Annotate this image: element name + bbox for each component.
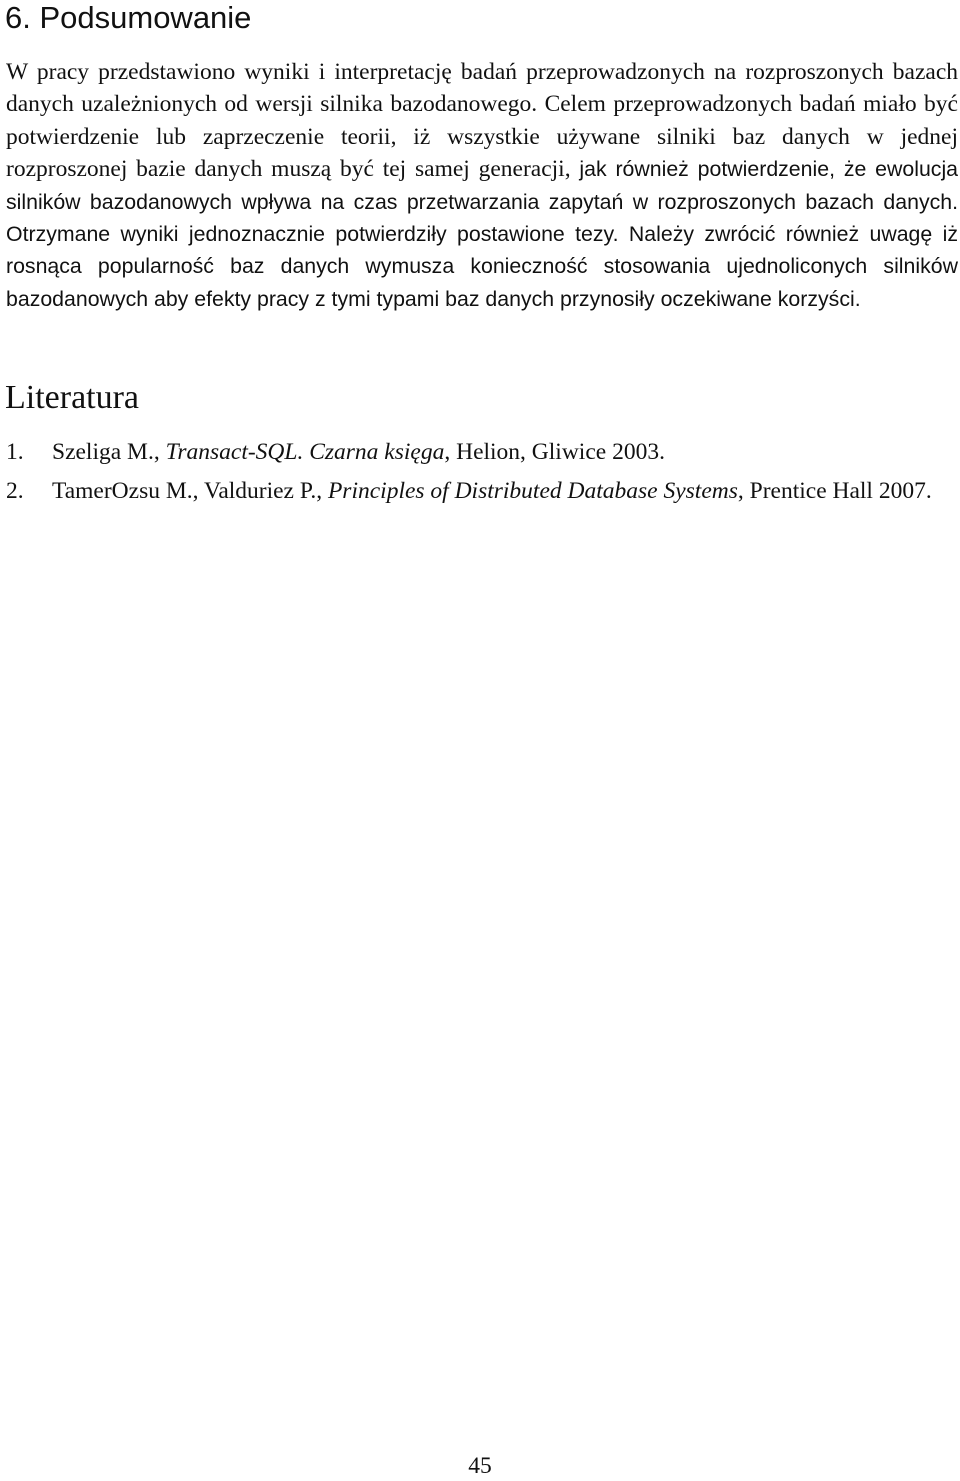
reference-number: 1.	[6, 439, 24, 465]
reference-item	[6, 436, 946, 469]
section-heading: 6. Podsumowanie	[5, 0, 252, 35]
reference-publisher: , Prentice Hall 2007.	[737, 478, 932, 504]
reference-item	[6, 475, 946, 508]
reference-list	[6, 436, 946, 514]
reference-text	[52, 475, 946, 508]
reference-title: Transact-SQL. Czarna księga	[165, 439, 445, 465]
reference-authors: Szeliga M.,	[52, 439, 166, 465]
reference-text	[52, 436, 946, 469]
page-number: 45	[468, 1453, 492, 1479]
summary-paragraph	[6, 56, 958, 315]
references-heading: Literatura	[5, 379, 140, 416]
reference-number: 2.	[6, 478, 24, 504]
reference-publisher: , Helion, Gliwice 2003.	[444, 439, 665, 465]
reference-title: Principles of Distributed Database Systems	[327, 478, 738, 504]
reference-authors: TamerOzsu M., Valduriez P.,	[52, 478, 328, 504]
summary-paragraph-part2: jak również potwierdzenie, że ewolucja silników bazodanowych wpływa na czas przetwarzania zapytań w rozproszonych bazach danych. Otrzymane wyniki jednoznacznie potwierdziły postawione tezy. Należy zwrócić również uwagę iż rosnąca popularność baz danych wymusza konieczność stosowania ujednoliconych silników bazodanowych aby efekty pracy z tymi typami baz danych przynosiły oczekiwane korzyści.	[6, 157, 959, 311]
summary-paragraph-part1: W pracy przedstawiono wyniki i interpretację badań przeprowadzonych na rozproszonych bazach danych uzależnionych od wersji silnika bazodanowego. Celem przeprowadzonych badań miało być potwierdzenie lub zaprzeczenie teorii, iż wszystkie używane silniki baz danych w jednej rozproszonej bazie danych muszą być tej samej generacji,	[6, 59, 958, 183]
